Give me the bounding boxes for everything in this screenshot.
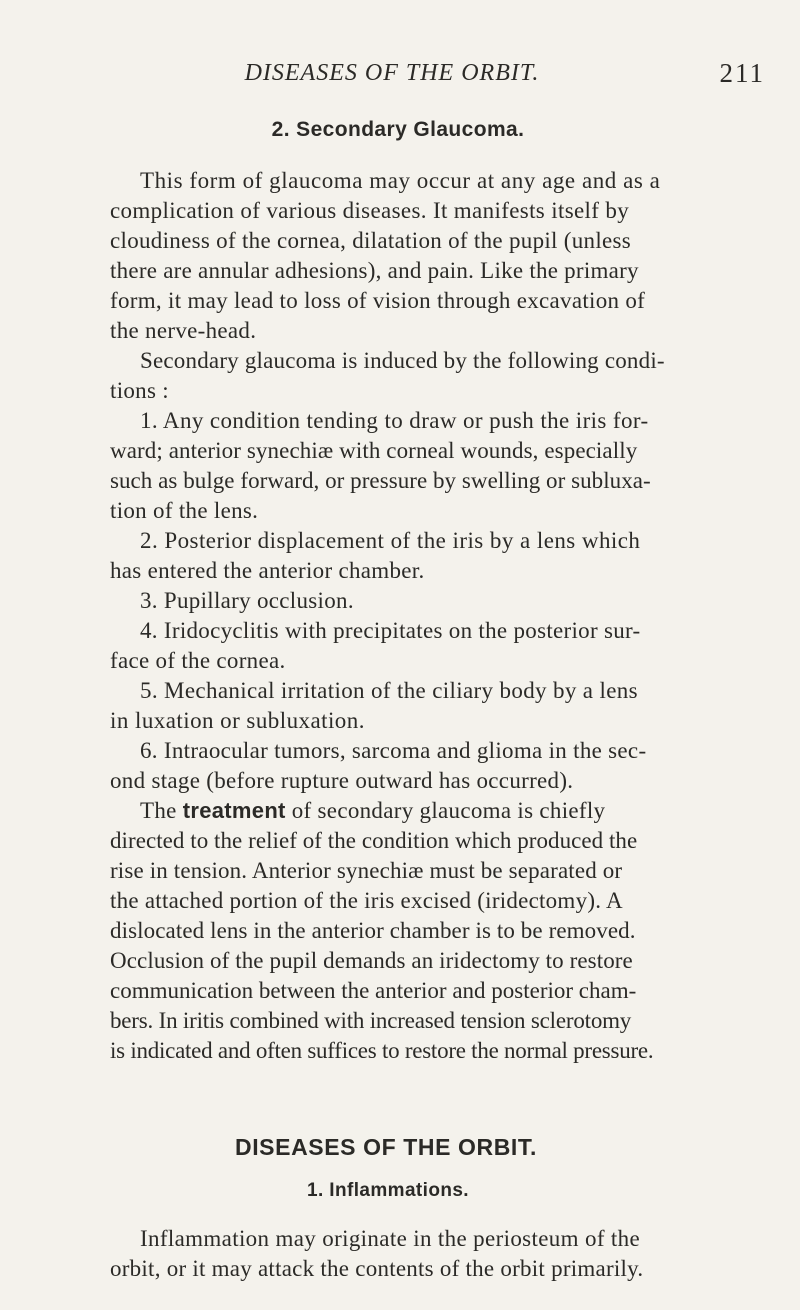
text-line: 4. Iridocyclitis with precipitates on the posterior sur- <box>140 618 641 643</box>
text-line: 6. Intraocular tumors, sarcoma and glioma in the sec- <box>140 738 647 763</box>
text-line: tion of the lens. <box>110 498 259 523</box>
treatment-lead: The <box>140 798 177 823</box>
text-line: 5. Mechanical irritation of the ciliary body by a lens <box>140 678 638 703</box>
text-line: dislocated lens in the anterior chamber is to be removed. <box>110 918 636 943</box>
text-line: the attached portion of the iris excised (iridectomy). A <box>110 888 623 913</box>
text-line: in luxation or subluxation. <box>110 708 365 733</box>
text-line: 1. Any condition tending to draw or push the iris for- <box>140 408 649 433</box>
running-head <box>120 58 765 98</box>
text-line: form, it may lead to loss of vision through excavation of <box>110 288 646 313</box>
subsection-heading-inflammations: 1. Inflammations. <box>306 1180 469 1201</box>
text-line: complication of various diseases. It manifests itself by <box>110 198 630 223</box>
text-line: bers. In iritis combined with increased tension sclerotomy <box>110 1008 632 1033</box>
text-line: orbit, or it may attack the contents of the orbit primarily. <box>110 1256 644 1281</box>
section-heading-diseases-of-orbit: DISEASES OF THE ORBIT. <box>234 1134 537 1160</box>
text-line: face of the cornea. <box>110 648 286 673</box>
text-line: communication between the anterior and posterior cham- <box>110 978 637 1003</box>
text-line: 2. Posterior displacement of the iris by a lens which <box>140 528 641 553</box>
text-line: tions : <box>110 378 169 403</box>
text-line: directed to the relief of the condition which produced the <box>110 828 638 853</box>
text-line: This form of glaucoma may occur at any age and as a <box>140 168 661 193</box>
text-line: is indicated and often suffices to restore the normal pressure. <box>110 1038 654 1063</box>
text-line: rise in tension. Anterior synechiæ must be separated or <box>110 858 623 883</box>
treatment-rest: of secondary glaucoma is chiefly <box>291 798 606 823</box>
page-number: 211 <box>719 58 765 88</box>
text-line: has entered the anterior chamber. <box>110 558 425 583</box>
text-line: cloudiness of the cornea, dilatation of the pupil (unless <box>110 228 632 253</box>
text-line: Occlusion of the pupil demands an iridectomy to restore <box>110 948 633 973</box>
text-line: there are annular adhesions), and pain. Like the primary <box>110 258 639 283</box>
text-line: the nerve-head. <box>110 318 257 343</box>
text-line: ward; anterior synechiæ with corneal wounds, especially <box>110 438 638 463</box>
text-line: such as bulge forward, or pressure by swelling or subluxa- <box>110 468 651 493</box>
text-line: ond stage (before rupture outward has occurred). <box>110 768 574 793</box>
text-line: 3. Pupillary occlusion. <box>140 588 354 613</box>
running-title: DISEASES OF THE ORBIT. <box>244 60 540 86</box>
treatment-line <box>140 796 605 826</box>
treatment-keyword: treatment <box>182 798 286 823</box>
section-heading-secondary-glaucoma: 2. Secondary Glaucoma. <box>271 118 525 141</box>
text-line: Secondary glaucoma is induced by the following condi- <box>140 348 665 373</box>
text-line: Inflammation may originate in the periosteum of the <box>140 1226 641 1251</box>
